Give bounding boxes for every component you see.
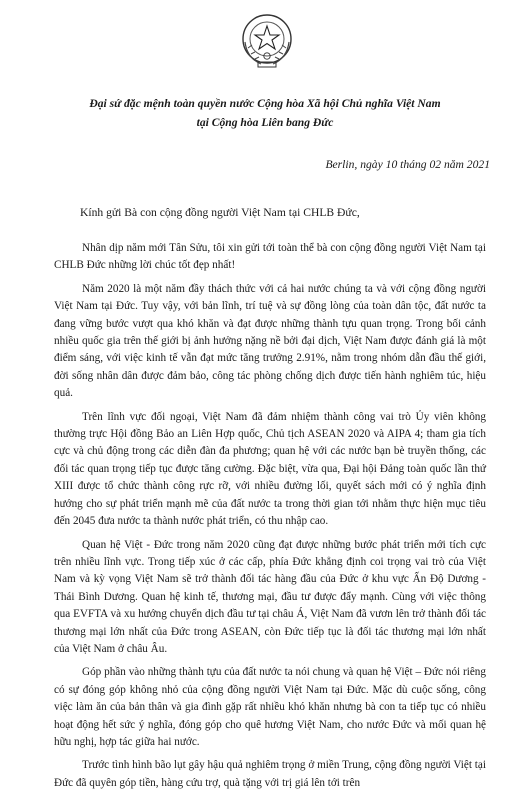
paragraph: Năm 2020 là một năm đầy thách thức với cả hai nước chúng ta và với cộng đồng người Việt Nam tại Đức. Tuy vậy, với bản lĩnh, trí tuệ và sự đồng lòng của toàn dân tộc, đất nước ta đang vững bước vượt qua khó khăn và đạt được những thành tựu quan trọng. Trong bối cảnh nhiều quốc gia trên thế giới bị ảnh hưởng nặng nề bởi đại dịch, Việt Nam được đánh giá là một điểm sáng, với việc kinh tế vẫn đạt mức tăng trưởng 2.91%, nằm trong nhóm dẫn đầu thế giới, đời sống nhân dân được đảm bảo, công tác phòng chống dịch được tiến hành nghiêm túc, hiệu quả. — [54, 282, 486, 400]
sender-title: Đại sứ đặc mệnh toàn quyền nước Cộng hòa Xã hội Chủ nghĩa Việt Nam — [89, 97, 441, 110]
dateline: Berlin, ngày 10 tháng 02 năm 2021 — [325, 158, 490, 171]
letter-body — [54, 240, 486, 798]
paragraph: Trên lĩnh vực đối ngoại, Việt Nam đã đảm nhiệm thành công vai trò Ủy viên không thường trực Hội đồng Bảo an Liên Hợp quốc, Chủ tịch ASEAN 2020 và AIPA 4; tham gia tích cực và chủ động trong các diễn đàn đa phương; quan hệ với các nước bạn bè truyền thống, các đối tác quan trọng tiếp tục được tăng cường. Đặc biệt, vừa qua, Đại hội Đảng toàn quốc lần thứ XIII được tổ chức thành công rực rỡ, với nhiều đường lối, quyết sách mới có ý nghĩa định hướng cho sự phát triển mạnh mẽ của đất nước ta trong thời gian tới nhằm thực hiện mục tiêu đến 2045 đưa nước ta thành nước phát triển, có thu nhập cao. — [54, 410, 486, 528]
sender-block — [40, 94, 490, 132]
paragraph: Quan hệ Việt - Đức trong năm 2020 cũng đạt được những bước phát triển mới tích cực trên nhiều lĩnh vực. Trong tiếp xúc ở các cấp, phía Đức khẳng định coi trọng vai trò của Việt Nam và kỳ vọng Việt Nam sẽ trở thành đối tác hàng đầu của Đức ở khu vực Ấn Độ Dương - Thái Bình Dương. Quan hệ kinh tế, thương mại, đầu tư được đẩy mạnh. Cùng với việc thông qua EVFTA và xu hướng chuyển dịch đầu tư tại châu Á, Việt Nam đã vươn lên trở thành đối tác thương mại lớn nhất của Đức trong ASEAN, còn Đức tiếp tục là đối tác thương mại lớn nhất của Việt Nam ở châu Âu. — [54, 538, 486, 655]
national-emblem-icon — [239, 12, 295, 70]
sender-location: tại Cộng hòa Liên bang Đức — [196, 116, 334, 129]
paragraph: Nhân dịp năm mới Tân Sửu, tôi xin gửi tới toàn thể bà con cộng đồng người Việt Nam tại CHLB Đức những lời chúc tốt đẹp nhất! — [54, 242, 486, 272]
paragraph: Trước tình hình bão lụt gây hậu quả nghiêm trọng ở miền Trung, cộng đồng người Việt tại Đức đã quyên góp tiền, hàng cứu trợ, quà tặng với trị giá lên tới trên — [54, 759, 486, 789]
paragraph: Góp phần vào những thành tựu của đất nước ta nói chung và quan hệ Việt – Đức nói riêng có sự đóng góp không nhỏ của cộng đồng người Việt Nam tại Đức. Mặc dù cuộc sống, công việc làm ăn của bản thân và gia đình gặp rất nhiều khó khăn nhưng bà con ta tiếp tục có nhiều hoạt động hết sức ý nghĩa, đóng góp cho quê hương Việt Nam, cho nước Đức và mối quan hệ hữu nghị, hợp tác giữa hai nước. — [54, 666, 486, 748]
salutation: Kính gửi Bà con cộng đồng người Việt Nam tại CHLB Đức, — [80, 206, 360, 219]
